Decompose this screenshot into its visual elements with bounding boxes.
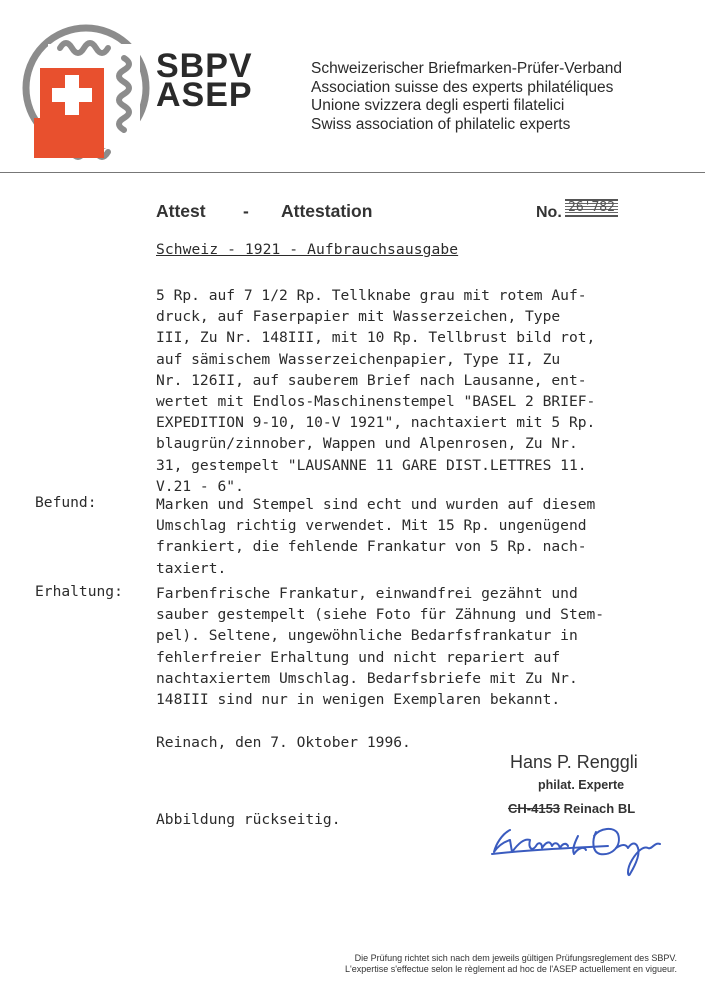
signer-location: [508, 801, 635, 816]
signer-name: Hans P. Renggli: [510, 752, 638, 772]
title-attestation: Attestation: [281, 201, 373, 221]
befund-text: [156, 494, 676, 579]
description-line: V.21 - 6".: [156, 477, 244, 495]
befund-line: taxiert.: [156, 559, 227, 577]
description-line: 5 Rp. auf 7 1/2 Rp. Tellknabe grau mit rotem Auf-: [156, 287, 587, 304]
erhaltung-line: pel). Seltene, ungewöhnliche Bedarfsfrankatur in: [156, 627, 578, 645]
befund-label: Befund:: [35, 494, 97, 511]
footer-line-fr: L'expertise s'effectue selon le règlement ad hoc de l'ASEP actuellement en vigueur.: [344, 964, 677, 974]
number-label: No.: [536, 204, 562, 221]
brand-asep: ASEP: [156, 76, 253, 114]
signer-title: philat. Experte: [538, 778, 625, 792]
befund-line: Umschlag richtig verwendet. Mit 15 Rp. ungenügend: [156, 517, 587, 535]
illustration-note: Abbildung rückseitig.: [156, 811, 341, 828]
description-line: auf sämischem Wasserzeichenpapier, Type II, Zu: [156, 350, 561, 368]
description-line: EXPEDITION 9-10, 10-V 1921", nachtaxiert mit 5 Rp.: [156, 414, 596, 432]
signer-postcode: CH-4153: [508, 801, 561, 816]
erhaltung-line: 148III sind nur in wenigen Exemplaren bekannt.: [156, 690, 561, 708]
sbpv-logo: [20, 18, 152, 166]
title-dash: -: [243, 201, 249, 221]
certificate-number: 26'782: [565, 199, 618, 217]
description: [156, 285, 676, 497]
description-line: Nr. 126II, auf sauberem Brief nach Lausanne, ent-: [156, 371, 587, 389]
association-names: [311, 60, 622, 134]
assoc-line-en: Swiss association of philatelic experts: [311, 115, 571, 133]
brand-name: [156, 47, 253, 114]
handwritten-signature: [488, 818, 678, 888]
assoc-line-de: Schweizerischer Briefmarken-Prüfer-Verband: [311, 60, 622, 77]
befund-line: frankiert, die fehlende Frankatur von 5 Rp. nach-: [156, 538, 587, 556]
erhaltung-label: Erhaltung:: [35, 583, 123, 600]
title-attest: Attest: [156, 201, 206, 221]
footer-line-de: Die Prüfung richtet sich nach dem jeweils gültigen Prüfungsreglement des SBPV.: [354, 953, 677, 963]
description-line: III, Zu Nr. 148III, mit 10 Rp. Tellbrust bild rot,: [156, 329, 596, 347]
description-line: wertet mit Endlos-Maschinenstempel "BASEL 2 BRIEF-: [156, 392, 596, 410]
signer-place: Reinach BL: [563, 801, 636, 816]
date-line: Reinach, den 7. Oktober 1996.: [156, 734, 411, 751]
assoc-line-fr: Association suisse des experts philatéliques: [311, 78, 614, 96]
assoc-line-it: Unione svizzera degli esperti filatelici: [311, 97, 565, 114]
subject-line: Schweiz - 1921 - Aufbrauchsausgabe: [156, 241, 459, 258]
header-divider: [0, 172, 705, 173]
erhaltung-line: nachtaxiertem Umschlag. Bedarfsbriefe mit Zu Nr.: [156, 669, 578, 687]
erhaltung-line: sauber gestempelt (siehe Foto für Zähnung und Stem-: [156, 606, 605, 624]
footer-note: [345, 953, 677, 975]
erhaltung-line: fehlerfreier Erhaltung und nicht repariert auf: [156, 648, 561, 666]
description-line: 31, gestempelt "LAUSANNE 11 GARE DIST.LETTRES 11.: [156, 456, 587, 474]
description-line: druck, auf Faserpapier mit Wasserzeichen, Type: [156, 308, 561, 326]
befund-line: Marken und Stempel sind echt und wurden auf diesem: [156, 496, 596, 513]
description-line: blaugrün/zinnober, Wappen und Alpenrosen, Zu Nr.: [156, 435, 578, 453]
erhaltung-line: Farbenfrische Frankatur, einwandfrei gezähnt und: [156, 585, 578, 602]
erhaltung-text: [156, 583, 676, 710]
brand-sbpv: SBPV: [156, 47, 253, 85]
